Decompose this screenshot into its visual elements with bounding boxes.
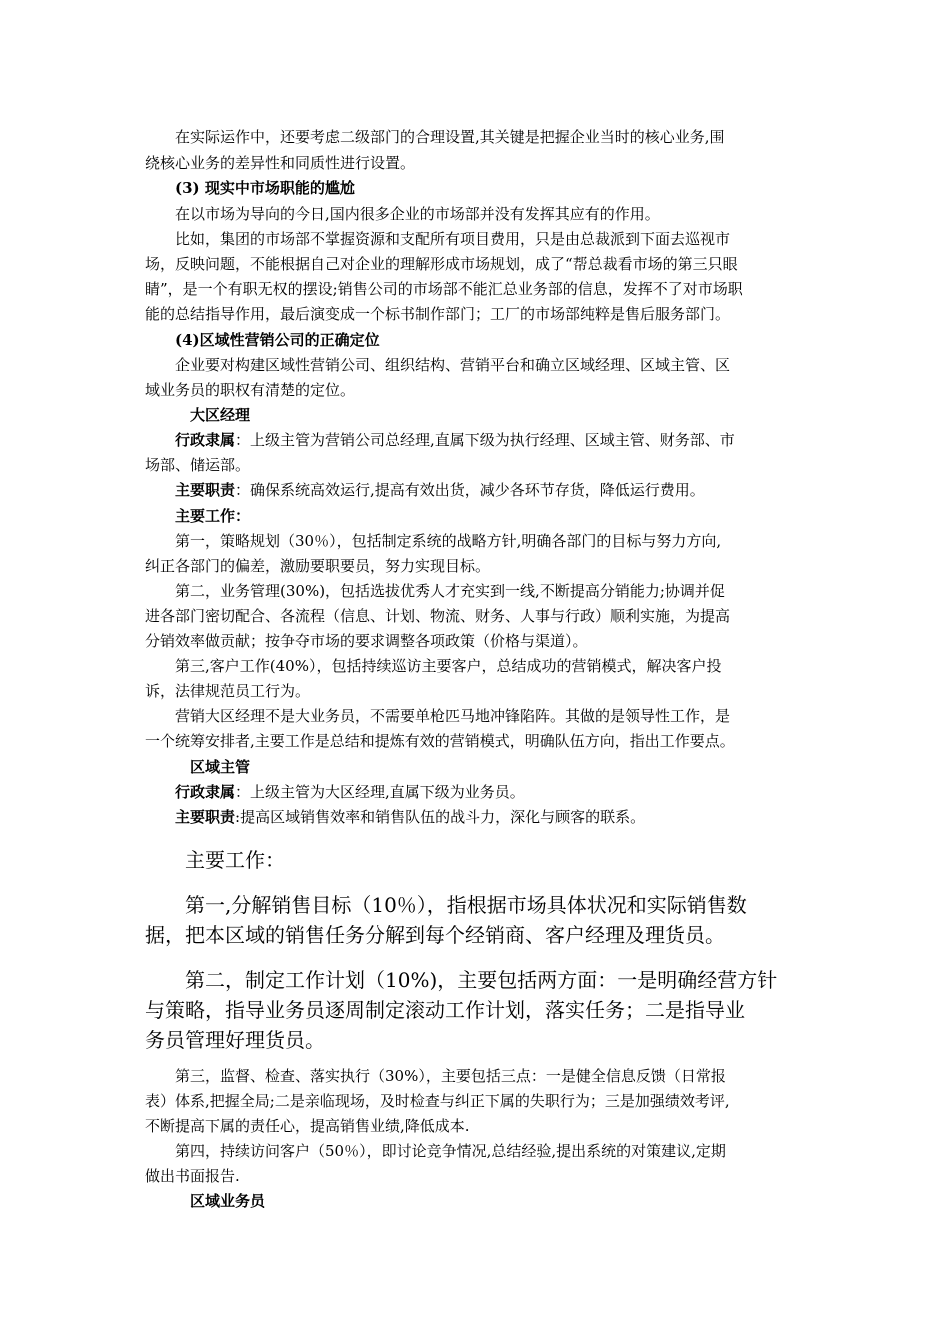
- subheading: 主要工作：: [145, 507, 251, 525]
- paragraph-line: 第三，监督、检查、落实执行（30%），主要包括三点：一是健全信息反馈（日常报: [145, 1067, 726, 1085]
- paragraph-line: 第四，持续访问客户（50％），即讨论竞争情况,总结经验,提出系统的对策建议,定期: [145, 1142, 726, 1160]
- paragraph-line-large: 务员管理好理货员。: [145, 1028, 325, 1052]
- paragraph-line: 不断提高下属的责任心，提高销售业绩,降低成本.: [145, 1117, 470, 1135]
- role-heading: 区域主管: [145, 758, 251, 776]
- paragraph-line: 一个统筹安排者,主要工作是总结和提炼有效的营销模式，明确队伍方向，指出工作要点。: [145, 732, 735, 750]
- role-heading: 区域业务员: [145, 1192, 266, 1210]
- paragraph-line-large: 第一,分解销售目标（10％），指根据市场具体状况和实际销售数: [145, 893, 747, 917]
- paragraph-line: 主要职责:提高区域销售效率和销售队伍的战斗力，深化与顾客的联系。: [145, 808, 646, 826]
- paragraph-line: 主要职责：确保系统高效运行,提高有效出货，减少各环节存货，降低运行费用。: [145, 481, 705, 499]
- paragraph-line: 行政隶属：上级主管为大区经理,直属下级为业务员。: [145, 783, 525, 801]
- paragraph-line: 诉，法律规范员工行为。: [145, 682, 311, 700]
- paragraph-line: 做出书面报告.: [145, 1167, 240, 1185]
- paragraph-line-large: 据，把本区域的销售任务分解到每个经销商、客户经理及理货员。: [145, 923, 725, 947]
- paragraph-line: 营销大区经理不是大业务员，不需要单枪匹马地冲锋陷阵。其做的是领导性工作，是: [145, 707, 731, 725]
- paragraph-line: 企业要对构建区域性营销公司、组织结构、营销平台和确立区域经理、区域主管、区: [145, 356, 731, 374]
- field-label: 主要职责: [145, 481, 236, 499]
- paragraph-line: 纠正各部门的偏差，激励要职要员，努力实现目标。: [145, 557, 491, 575]
- paragraph-line: 在实际运作中，还要考虑二级部门的合理设置,其关键是把握企业当时的核心业务,围: [145, 128, 725, 146]
- section-heading: (3) 现实中市场职能的尴尬: [145, 179, 355, 197]
- paragraph-line: 比如，集团的市场部不掌握资源和支配所有项目费用，只是由总裁派到下面去巡视市: [145, 230, 731, 248]
- paragraph-line: 第二，业务管理(30%)，包括选拔优秀人才充实到一线,不断提高分销能力;协调并促: [145, 582, 725, 600]
- paragraph-line: 场，反映问题，不能根据自己对企业的理解形成市场规划，成了“帮总裁看市场的第三只眼: [145, 255, 738, 273]
- paragraph-line: 行政隶属：上级主管为营销公司总经理,直属下级为执行经理、区域主管、财务部、市: [145, 431, 735, 449]
- paragraph-line-large: 第二，制定工作计划（10%)，主要包括两方面：一是明确经营方针: [145, 968, 778, 992]
- role-heading: 大区经理: [145, 406, 251, 424]
- paragraph-line: 分销效率做贡献；按争夺市场的要求调整各项政策（价格与渠道）。: [145, 632, 588, 650]
- field-label: 行政隶属: [145, 783, 236, 801]
- paragraph-line: 能的总结指导作用，最后演变成一个标书制作部门；工厂的市场部纯粹是售后服务部门。: [145, 305, 731, 323]
- field-label: 主要职责: [145, 808, 236, 826]
- paragraph-line: 第三,客户工作(40%），包括持续巡访主要客户，总结成功的营销模式，解决客户投: [145, 657, 722, 675]
- paragraph-line: 进各部门密切配合、各流程（信息、计划、物流、财务、人事与行政）顺利实施，为提高: [145, 607, 731, 625]
- field-label: 行政隶属: [145, 431, 236, 449]
- paragraph-line: 场部、储运部。: [145, 456, 251, 474]
- paragraph-line: 在以市场为导向的今日,国内很多企业的市场部并没有发挥其应有的作用。: [145, 205, 660, 223]
- paragraph-line: 第一，策略规划（30％），包括制定系统的战略方针,明确各部门的目标与努力方向,: [145, 532, 722, 550]
- paragraph-line: 绕核心业务的差异性和同质性进行设置。: [145, 154, 416, 172]
- paragraph-line: 睛”，是一个有职无权的摆设;销售公司的市场部不能汇总业务部的信息，发挥不了对市场职: [145, 280, 743, 298]
- section-heading: (4)区域性营销公司的正确定位: [145, 331, 380, 349]
- subheading-large: 主要工作：: [145, 848, 285, 872]
- paragraph-line: 表）体系,把握全局;二是亲临现场，及时检查与纠正下属的失职行为；三是加强绩效考评,: [145, 1092, 730, 1110]
- paragraph-line-large: 与策略，指导业务员逐周制定滚动工作计划，落实任务；二是指导业: [145, 998, 745, 1022]
- paragraph-line: 域业务员的职权有清楚的定位。: [145, 381, 356, 399]
